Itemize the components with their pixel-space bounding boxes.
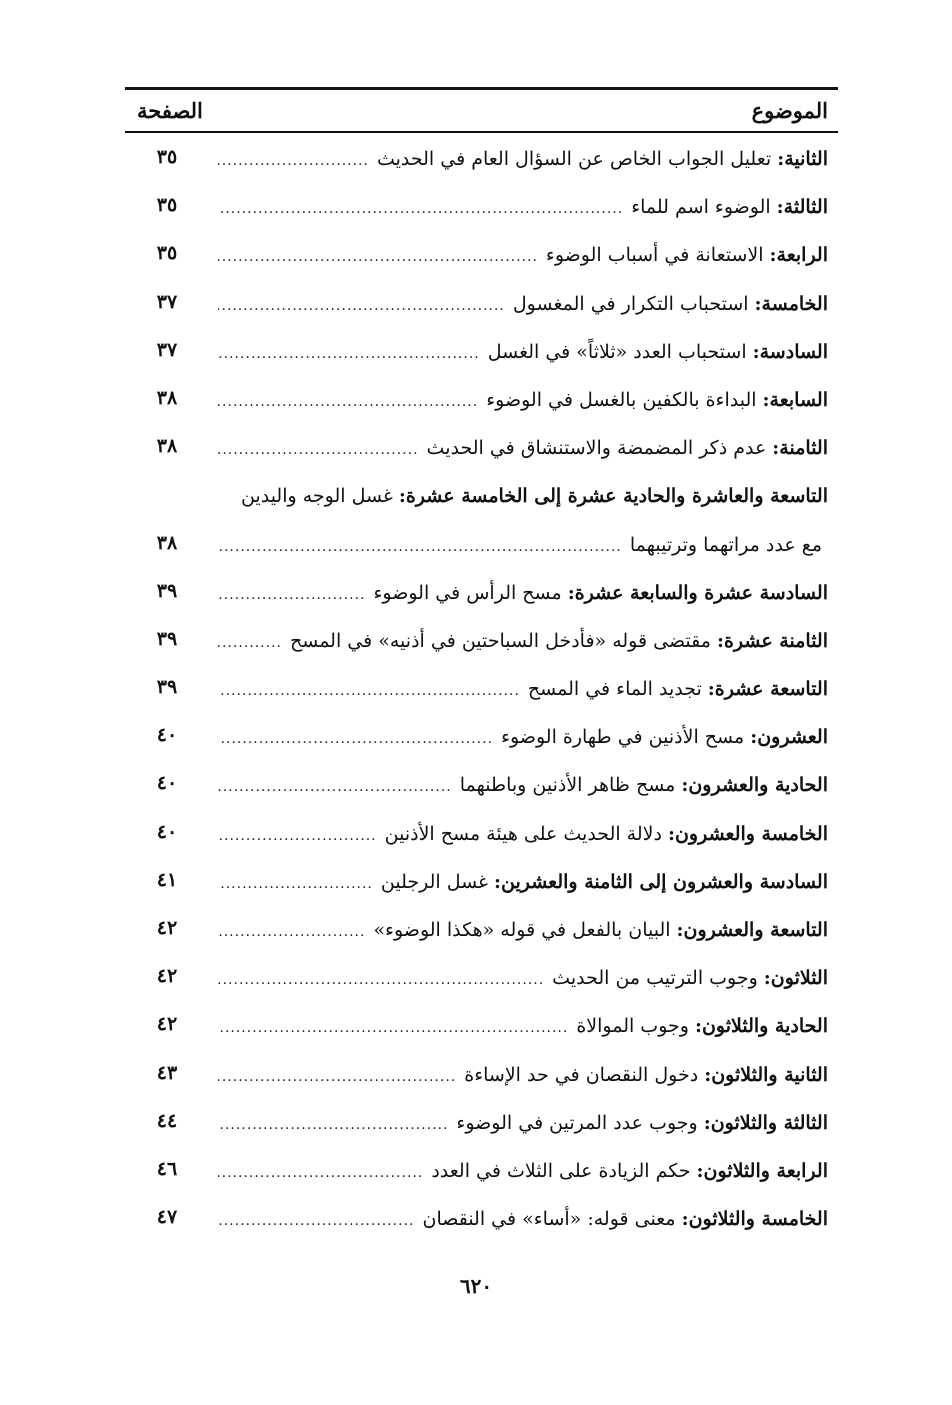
toc-entry-lead: الرابعة: — [769, 244, 828, 267]
page-number: ٦٢٠ — [459, 1274, 493, 1298]
toc-entry-topic — [218, 1060, 828, 1092]
dot-leader — [218, 1158, 423, 1188]
toc-entry — [125, 429, 838, 477]
toc-entry — [125, 574, 838, 622]
toc-entry-lead: الثالثة: — [776, 196, 828, 219]
toc-entry-page: ٤٣ — [156, 1061, 178, 1084]
toc-entry — [125, 333, 838, 381]
toc-entry-page: ٣٨ — [156, 531, 178, 554]
toc-entry-page: ٣٧ — [156, 290, 178, 313]
toc-entry-title: وجوب الموالاة — [576, 1015, 689, 1038]
toc-entry-lead: التاسعة عشرة: — [707, 678, 828, 701]
toc-entry-page: ٣٩ — [156, 676, 178, 699]
toc-entry-page: ٣٧ — [156, 338, 178, 361]
toc-entry-page: ٣٨ — [156, 435, 178, 458]
toc-entry-lead: الخامسة: — [754, 292, 828, 315]
toc-entry-title: مع عدد مراتهما وترتيبهما — [629, 533, 822, 556]
toc-entry-title: وجوب عدد المرتين في الوضوء — [456, 1111, 698, 1134]
toc-entry-page: ٤٢ — [156, 965, 178, 988]
toc-entry-topic — [218, 915, 828, 947]
toc-entry-lead: الثالثة والثلاثون: — [703, 1111, 828, 1134]
toc-entry-lead: الرابعة والثلاثون: — [696, 1159, 828, 1182]
dot-leader — [218, 146, 369, 176]
toc-entry — [125, 1152, 838, 1200]
toc-entry — [125, 670, 838, 718]
dot-leader — [218, 772, 452, 802]
toc-entry-topic — [218, 770, 828, 802]
dot-leader — [218, 339, 480, 369]
toc-entry-topic — [218, 1156, 828, 1188]
dot-leader — [218, 1062, 456, 1092]
toc-entry-lead: السادسة: — [752, 340, 828, 363]
toc-entry-topic — [218, 963, 828, 995]
toc-entry-page: ٣٩ — [156, 627, 178, 650]
dot-leader — [218, 628, 282, 658]
toc-entry — [125, 718, 838, 766]
toc-entry-lead: التاسعة والعشرون: — [676, 919, 828, 941]
dot-leader — [218, 965, 544, 995]
toc-entry — [125, 236, 838, 284]
toc-entry — [125, 188, 838, 236]
toc-entry-topic — [218, 433, 828, 465]
dot-leader — [218, 194, 623, 224]
toc-entry-topic — [218, 481, 828, 511]
dot-leader — [218, 676, 520, 706]
toc-entry-page: ٤٠ — [156, 724, 178, 747]
toc-entry-lead: السادسة والعشرون إلى الثامنة والعشرين: — [493, 870, 828, 893]
toc-entry-page: ٤٦ — [156, 1157, 178, 1180]
dot-leader — [218, 435, 419, 465]
toc-entry-title: دلالة الحديث على هيئة مسح الأذنين — [384, 822, 662, 845]
dot-leader — [218, 917, 365, 947]
toc-header — [125, 92, 838, 130]
toc-entry-page: ٣٨ — [156, 386, 178, 409]
page-column-heading: الصفحة — [137, 98, 203, 123]
dot-leader — [218, 1110, 448, 1140]
toc-entry — [125, 1200, 838, 1248]
toc-entry — [125, 285, 838, 333]
toc-entry-topic — [218, 1108, 828, 1140]
toc-entry-title: تجديد الماء في المسح — [527, 678, 702, 701]
toc-entry-page: ٣٩ — [156, 579, 178, 602]
toc-entry — [125, 477, 838, 525]
toc-entry — [125, 766, 838, 814]
toc-entry-page: ٤٧ — [156, 1206, 178, 1229]
dot-leader — [218, 291, 505, 321]
toc-entry-title: غسل الوجه واليدين — [240, 485, 393, 508]
header-rule — [125, 131, 838, 133]
toc-entry-title: الاستعانة في أسباب الوضوء — [545, 244, 764, 267]
toc-entry-title: تعليل الجواب الخاص عن السؤال العام في الحديث — [376, 148, 772, 170]
dot-leader — [218, 821, 377, 851]
dot-leader — [218, 580, 365, 610]
toc-entry-title: استحباب العدد «ثلاثاً» في الغسل — [487, 340, 747, 363]
toc-entry-page: ٣٥ — [156, 242, 178, 265]
dot-leader — [218, 724, 493, 754]
toc-entry-title: معنى قوله: «أساء» في النقصان — [422, 1208, 676, 1231]
toc-entry-topic — [218, 385, 828, 417]
toc-entry — [125, 959, 838, 1007]
toc-entry-title: حكم الزيادة على الثلاث في العدد — [431, 1159, 691, 1182]
toc-entry-lead: الخامسة والثلاثون: — [681, 1208, 828, 1231]
toc-entry-lead: الثانية والثلاثون: — [704, 1063, 828, 1086]
toc-entry-title: غسل الرجلين — [380, 870, 488, 893]
dot-leader — [218, 387, 478, 417]
toc-entry — [125, 815, 838, 863]
toc-entry — [125, 526, 838, 574]
toc-entry-title: مسح ظاهر الأذنين وباطنهما — [459, 774, 676, 797]
toc-entry-topic — [218, 337, 828, 369]
toc-entry-topic — [218, 626, 828, 658]
topic-column-heading: الموضوع — [751, 98, 828, 123]
dot-leader — [218, 1013, 568, 1043]
toc-entry-page: ٣٥ — [156, 194, 178, 217]
toc-entry-topic — [218, 144, 828, 176]
dot-leader — [218, 532, 622, 562]
toc-entry-topic — [218, 819, 828, 851]
toc-entry-page: ٤٢ — [156, 917, 178, 939]
toc-entry-topic — [218, 530, 828, 562]
toc-entry-title: دخول النقصان في حد الإساءة — [464, 1063, 699, 1086]
dot-leader — [218, 869, 373, 899]
toc-entry-lead: الثامنة: — [772, 437, 828, 460]
dot-leader — [218, 1206, 414, 1236]
toc-entry — [125, 863, 838, 911]
toc-entry-title: وجوب الترتيب من الحديث — [552, 967, 758, 990]
toc-entry-title: الوضوء اسم للماء — [631, 196, 771, 219]
toc-entry-lead: الثامنة عشرة: — [716, 629, 828, 652]
toc-entry-topic — [218, 1011, 828, 1043]
toc-entry-topic — [218, 240, 828, 272]
toc-entry — [125, 1056, 838, 1104]
toc-entry-lead: الخامسة والعشرون: — [667, 822, 828, 845]
toc-entry-lead: الحادية والعشرون: — [681, 774, 828, 797]
toc-entry-lead: الثانية: — [777, 148, 828, 170]
toc-entry-page: ٤٠ — [156, 772, 178, 795]
toc-entry-lead: السادسة عشرة والسابعة عشرة: — [567, 581, 828, 604]
dot-leader — [218, 242, 538, 272]
toc-entry-page: ٣٥ — [156, 146, 178, 168]
toc-entry-title: البيان بالفعل في قوله «هكذا الوضوء» — [373, 919, 671, 941]
toc-entry — [125, 622, 838, 670]
toc-entry — [125, 1007, 838, 1055]
toc-entry-lead: السابعة: — [762, 388, 828, 411]
toc-entry-topic — [218, 1204, 828, 1236]
toc-entry-lead: العشرون: — [750, 726, 828, 749]
toc-entry-title: البداءة بالكفين بالغسل في الوضوء — [486, 388, 757, 411]
toc-entry — [125, 1104, 838, 1152]
toc-entry — [125, 140, 838, 188]
toc-entry-topic — [218, 192, 828, 224]
toc-entry — [125, 381, 838, 429]
toc-entry-lead: الثلاثون: — [763, 967, 828, 990]
toc-entry-lead: التاسعة والعاشرة والحادية عشرة إلى الخامسة عشرة: — [398, 485, 828, 508]
toc-list — [125, 140, 838, 1248]
toc-entry-lead: الحادية والثلاثون: — [694, 1015, 828, 1038]
toc-entry — [125, 911, 838, 959]
toc-entry-page: ٤٢ — [156, 1013, 178, 1036]
toc-entry-topic — [218, 289, 828, 321]
toc-entry-page: ٤٠ — [156, 820, 178, 843]
toc-entry-topic — [218, 722, 828, 754]
toc-entry-topic — [218, 867, 828, 899]
toc-entry-title: استحباب التكرار في المغسول — [512, 292, 749, 315]
toc-entry-title: مسح الأذنين في طهارة الوضوء — [501, 726, 745, 749]
toc-entry-page: ٤٤ — [156, 1109, 178, 1132]
toc-entry-topic — [218, 674, 828, 706]
toc-entry-title: مسح الرأس في الوضوء — [373, 581, 562, 604]
toc-entry-title: مقتضى قوله «فأدخل السباحتين في أذنيه» في المسح — [289, 629, 711, 652]
toc-entry-topic — [218, 578, 828, 610]
top-rule — [125, 87, 838, 90]
toc-entry-page: ٤١ — [156, 868, 178, 891]
toc-entry-title: عدم ذكر المضمضة والاستنشاق في الحديث — [426, 437, 767, 460]
